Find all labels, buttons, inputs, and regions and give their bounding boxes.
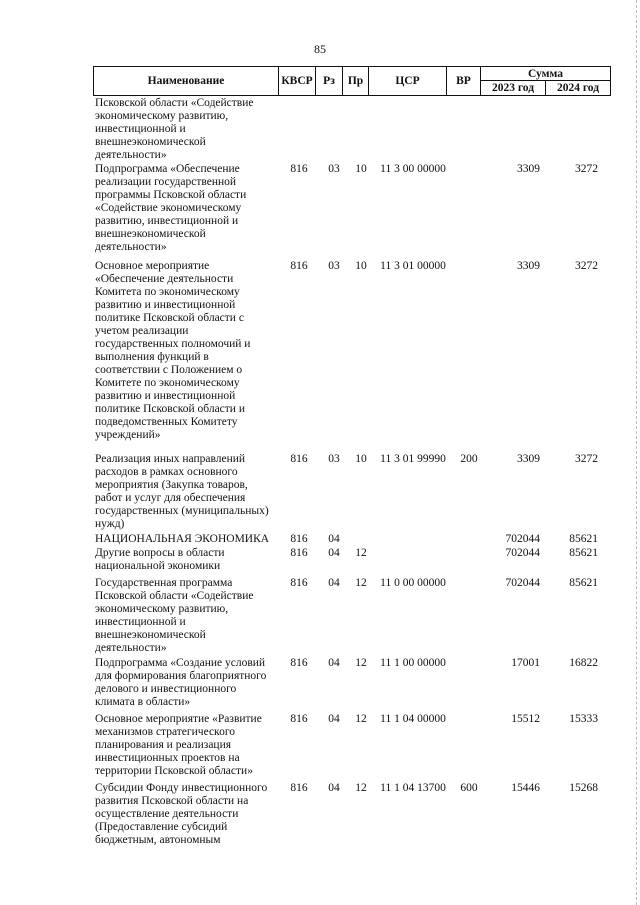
row-rz: 03 xyxy=(328,163,340,175)
row-s2023: 702044 xyxy=(505,533,540,545)
row-csr: 11 1 04 00000 xyxy=(380,713,446,725)
row-kvsr: 816 xyxy=(290,577,308,589)
row-name: Реализация иных направлений расходов в рамках основного мероприятия (Закупка товаров, работ и услуг для обеспечения государственных (муниципальных) нужд) xyxy=(95,453,269,530)
row-s2023: 3309 xyxy=(517,260,540,272)
row-s2024: 15268 xyxy=(569,782,598,794)
row-csr: 11 1 00 00000 xyxy=(380,657,446,669)
row-kvsr: 816 xyxy=(290,782,308,794)
header-summa: Сумма xyxy=(480,66,611,81)
row-rz: 04 xyxy=(328,533,340,545)
row-rz: 03 xyxy=(328,453,340,465)
row-csr: 11 3 00 00000 xyxy=(380,163,446,175)
row-pr: 12 xyxy=(355,657,367,669)
row-name: Государственная программа Псковской области «Содействие экономическому развитию, инвестиционной и внешнеэкономической деятельности» xyxy=(95,577,254,654)
row-pr: 10 xyxy=(355,260,367,272)
row-s2023: 3309 xyxy=(517,453,540,465)
row-name: Псковской области «Содействие экономическому развитию, инвестиционной и внешнеэкономической деятельности» xyxy=(95,97,254,161)
header-rz: Рз xyxy=(315,66,343,96)
row-csr: 11 0 00 00000 xyxy=(380,577,446,589)
row-pr: 10 xyxy=(355,453,367,465)
row-s2024: 85621 xyxy=(569,577,598,589)
row-name: Основное мероприятие «Развитие механизмов стратегического планирования и реализация инвестиционных проектов на территории Псковской области» xyxy=(95,713,262,777)
row-csr: 11 1 04 13700 xyxy=(380,782,446,794)
row-vr: 600 xyxy=(460,782,478,794)
row-csr: 11 3 01 99990 xyxy=(380,453,446,465)
row-name: Основное мероприятие «Обеспечение деятельности Комитета по экономическому развитию и инвестиционной политике Псковской области с учетом реализации государственных полномочий и выполнения функций в соответствии с Положением о Комитете по экономическому развитию и инвестиционной политике Псковской области и подведомственных Комитету учреждений» xyxy=(95,260,251,441)
row-name: Другие вопросы в области национальной экономики xyxy=(95,547,225,572)
row-kvsr: 816 xyxy=(290,657,308,669)
row-rz: 04 xyxy=(328,577,340,589)
row-rz: 04 xyxy=(328,713,340,725)
row-kvsr: 816 xyxy=(290,533,308,545)
row-kvsr: 816 xyxy=(290,453,308,465)
row-name: Подпрограмма «Создание условий для формирования благоприятного делового и инвестиционного климата в области» xyxy=(95,657,267,708)
row-s2024: 3272 xyxy=(575,260,598,272)
header-2024: 2024 год xyxy=(545,80,611,96)
header-csr: ЦСР xyxy=(368,66,447,96)
row-name: Подпрограмма «Обеспечение реализации государственной программы Псковской области «Содействие экономическому развитию, инвестиционной и внешнеэкономической деятельности» xyxy=(95,163,247,253)
row-s2023: 702044 xyxy=(505,577,540,589)
row-name: НАЦИОНАЛЬНАЯ ЭКОНОМИКА xyxy=(95,533,270,545)
row-kvsr: 816 xyxy=(290,163,308,175)
row-rz: 04 xyxy=(328,782,340,794)
table-header xyxy=(93,66,611,96)
row-kvsr: 816 xyxy=(290,713,308,725)
row-pr: 12 xyxy=(355,713,367,725)
row-kvsr: 816 xyxy=(290,260,308,272)
row-pr: 12 xyxy=(355,577,367,589)
row-rz: 03 xyxy=(328,260,340,272)
page-number: 85 xyxy=(314,42,326,56)
page-edge xyxy=(635,0,637,905)
row-s2024: 85621 xyxy=(569,533,598,545)
header-2023: 2023 год xyxy=(480,80,546,96)
header-vr: ВР xyxy=(446,66,481,96)
header-kvsr: КВСР xyxy=(278,66,316,96)
row-s2023: 702044 xyxy=(505,547,540,559)
header-name: Наименование xyxy=(93,66,279,96)
row-pr: 12 xyxy=(355,547,367,559)
row-s2024: 85621 xyxy=(569,547,598,559)
row-kvsr: 816 xyxy=(290,547,308,559)
row-s2024: 16822 xyxy=(569,657,598,669)
row-s2023: 15512 xyxy=(511,713,540,725)
row-s2024: 15333 xyxy=(569,713,598,725)
header-pr: Пр xyxy=(342,66,369,96)
row-s2024: 3272 xyxy=(575,163,598,175)
row-vr: 200 xyxy=(460,453,478,465)
row-s2024: 3272 xyxy=(575,453,598,465)
row-name: Субсидии Фонду инвестиционного развития Псковской области на осуществление деятельности (Предоставление субсидий бюджетным, автономным xyxy=(95,782,268,846)
row-rz: 04 xyxy=(328,547,340,559)
row-csr: 11 3 01 00000 xyxy=(380,260,446,272)
row-s2023: 15446 xyxy=(511,782,540,794)
row-s2023: 17001 xyxy=(511,657,540,669)
row-pr: 10 xyxy=(355,163,367,175)
row-rz: 04 xyxy=(328,657,340,669)
row-pr: 12 xyxy=(355,782,367,794)
row-s2023: 3309 xyxy=(517,163,540,175)
